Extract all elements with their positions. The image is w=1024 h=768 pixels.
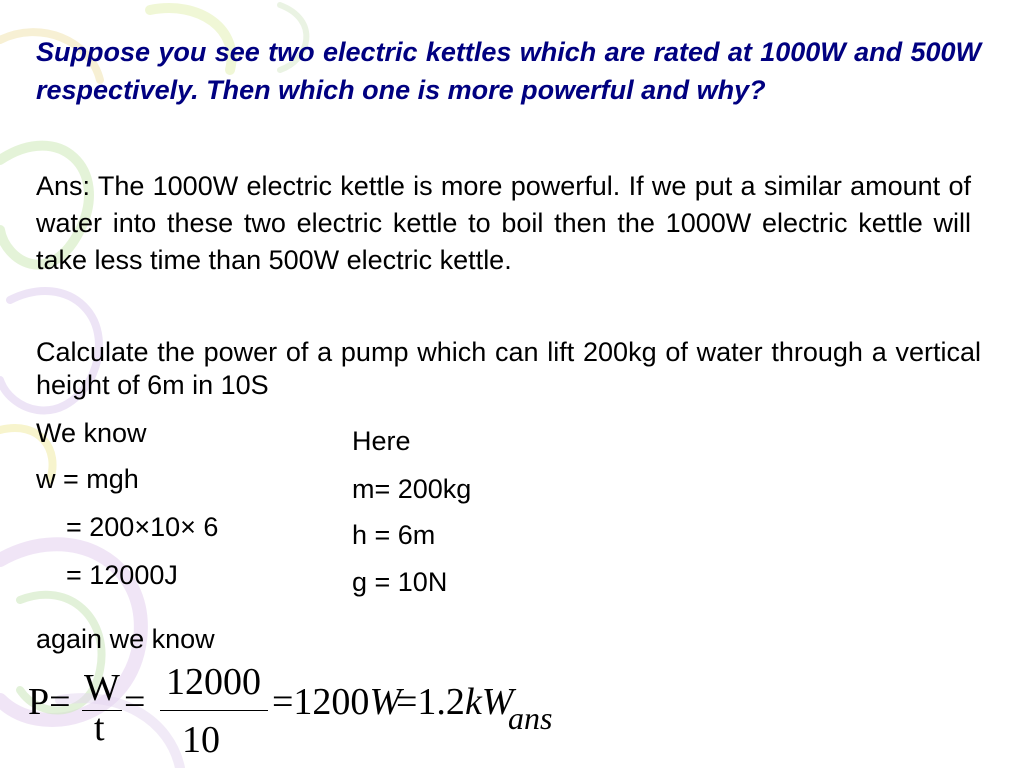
formula-fraction-bar-2 <box>160 710 268 711</box>
formula-numerator-12000: 12000 <box>166 661 261 703</box>
again-we-know-label: again we know <box>36 624 215 654</box>
formula-result-1200-value: =1200 <box>272 681 370 723</box>
given-mass: m= 200kg <box>352 474 472 504</box>
given-height: h = 6m <box>352 520 436 550</box>
work-line-2: = 200×10× 6 <box>66 512 219 542</box>
work-line-3: = 12000J <box>66 560 178 590</box>
formula-ans-subscript: ans <box>508 700 553 736</box>
formula-result-kw-unit: kW <box>464 681 514 723</box>
formula-w-numerator: W <box>84 667 120 709</box>
formula-result-1-2kw <box>396 680 513 724</box>
power-formula <box>26 660 626 768</box>
formula-result-1200-unit: W <box>369 681 402 723</box>
we-know-label: We know <box>36 418 147 448</box>
formula-p-equals: P= <box>28 681 71 723</box>
formula-denominator-10: 10 <box>182 719 220 761</box>
answer-text: Ans: The 1000W electric kettle is more powerful. If we put a similar amount of water into these two electric kettle to boil then the 1000W electric kettle will take less time than 500W electric kettle. <box>36 171 971 275</box>
given-gravity: g = 10N <box>352 567 448 597</box>
question-text: Suppose you see two electric kettles which are rated at 1000W and 500W respectively. Then which one is more powerful and why? <box>36 37 981 105</box>
formula-t-denominator: t <box>94 707 105 749</box>
problem-text: Calculate the power of a pump which can lift 200kg of water through a vertical height of 6m in 10S <box>36 337 981 400</box>
formula-result-1200 <box>272 680 401 724</box>
formula-equals: = <box>124 681 146 723</box>
work-line-1: w = mgh <box>36 464 139 494</box>
given-here-label: Here <box>352 426 411 456</box>
formula-result-kw-value: =1.2 <box>396 681 465 723</box>
